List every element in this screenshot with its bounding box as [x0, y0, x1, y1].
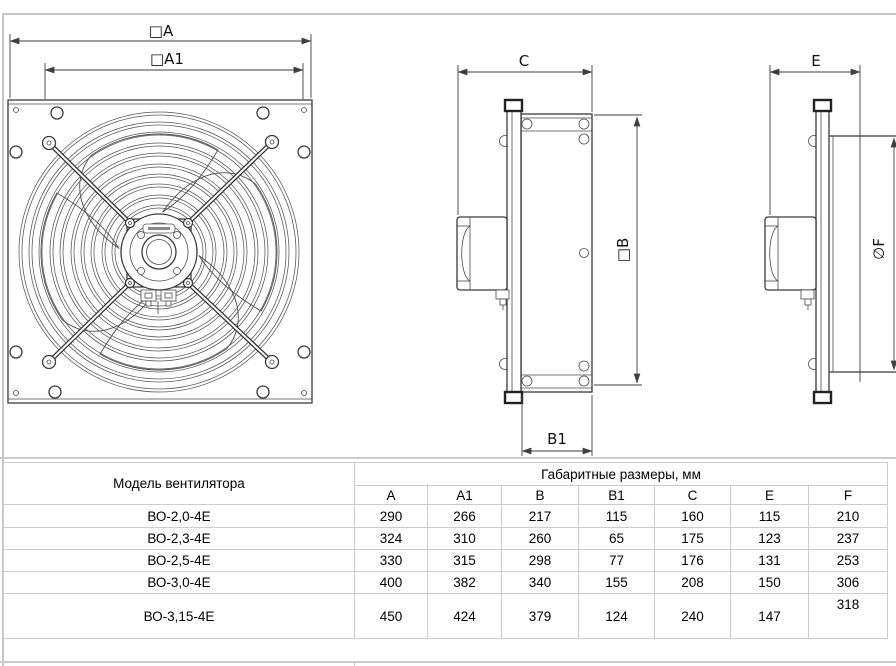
- model-header-cell: Модель вентилятора: [4, 463, 355, 505]
- table-continuation-line: [0, 661, 896, 663]
- value-cell: 424: [428, 594, 502, 639]
- table-row: [4, 572, 888, 594]
- value-cell: 400: [355, 572, 428, 594]
- model-cell: ВО-2,3-4Е: [4, 528, 355, 550]
- profile-terminal: [801, 290, 814, 310]
- col-header-b1: B1: [579, 486, 655, 505]
- dimension-b1: [522, 395, 592, 456]
- value-cell: 260: [502, 528, 579, 550]
- col-header-b: B: [502, 486, 579, 505]
- model-cell: ВО-2,0-4Е: [4, 505, 355, 528]
- value-cell: 266: [428, 505, 502, 528]
- value-cell: 330: [355, 550, 428, 572]
- value-cell: 306: [809, 572, 888, 594]
- value-cell: 382: [428, 572, 502, 594]
- value-cell: 253: [809, 550, 888, 572]
- col-header-c: C: [655, 486, 731, 505]
- value-cell: 217: [502, 505, 579, 528]
- value-cell: 379: [502, 594, 579, 639]
- value-cell: 160: [655, 505, 731, 528]
- col-header-e: E: [731, 486, 809, 505]
- table-row: [4, 528, 888, 550]
- value-cell: 318: [809, 594, 888, 639]
- value-cell: 77: [579, 550, 655, 572]
- dim-label-f: ∅F: [870, 238, 888, 260]
- value-cell: 131: [731, 550, 809, 572]
- value-cell: 175: [655, 528, 731, 550]
- col-header-f: F: [809, 486, 888, 505]
- dim-label-a1: □A1: [150, 50, 184, 68]
- side-motor: [457, 217, 507, 290]
- profile-view: [765, 52, 896, 403]
- dim-label-c: C: [518, 52, 530, 70]
- profile-plate: [816, 100, 829, 403]
- value-cell: 290: [355, 505, 428, 528]
- front-view: [8, 22, 312, 403]
- dims-header-cell: Габаритные размеры, мм: [355, 463, 888, 486]
- value-cell: 65: [579, 528, 655, 550]
- model-cell: ВО-2,5-4Е: [4, 550, 355, 572]
- side-plate: [507, 100, 521, 403]
- value-cell: 123: [731, 528, 809, 550]
- table-row: [4, 594, 888, 639]
- value-cell: 315: [428, 550, 502, 572]
- table-header-row: [4, 463, 888, 486]
- model-cell: ВО-3,15-4Е: [4, 594, 355, 639]
- value-cell: 324: [355, 528, 428, 550]
- dim-label-b1: B1: [547, 430, 567, 448]
- value-cell: 115: [731, 505, 809, 528]
- dim-label-e: E: [811, 52, 821, 70]
- value-cell: 450: [355, 594, 428, 639]
- value-cell: 340: [502, 572, 579, 594]
- dimension-a1: [45, 50, 303, 99]
- value-cell: 208: [655, 572, 731, 594]
- value-cell: 210: [809, 505, 888, 528]
- value-cell: 150: [731, 572, 809, 594]
- side-view: [457, 52, 642, 456]
- col-header-a: A: [355, 486, 428, 505]
- dimensions-table: [3, 462, 888, 639]
- value-cell: 124: [579, 594, 655, 639]
- dim-label-a: □A: [148, 22, 174, 40]
- value-cell: 155: [579, 572, 655, 594]
- value-cell: 298: [502, 550, 579, 572]
- hub-brand-text-blur: [148, 227, 170, 230]
- value-cell: 310: [428, 528, 502, 550]
- value-cell: 237: [809, 528, 888, 550]
- col-header-a1: A1: [428, 486, 502, 505]
- value-cell: 115: [579, 505, 655, 528]
- value-cell: 147: [731, 594, 809, 639]
- dimension-b: [594, 115, 642, 385]
- table-row: [4, 550, 888, 572]
- dim-label-b: □B: [614, 237, 632, 263]
- model-cell: ВО-3,0-4Е: [4, 572, 355, 594]
- value-cell: 176: [655, 550, 731, 572]
- profile-motor: [765, 217, 816, 290]
- value-cell: 240: [655, 594, 731, 639]
- table-row: [4, 505, 888, 528]
